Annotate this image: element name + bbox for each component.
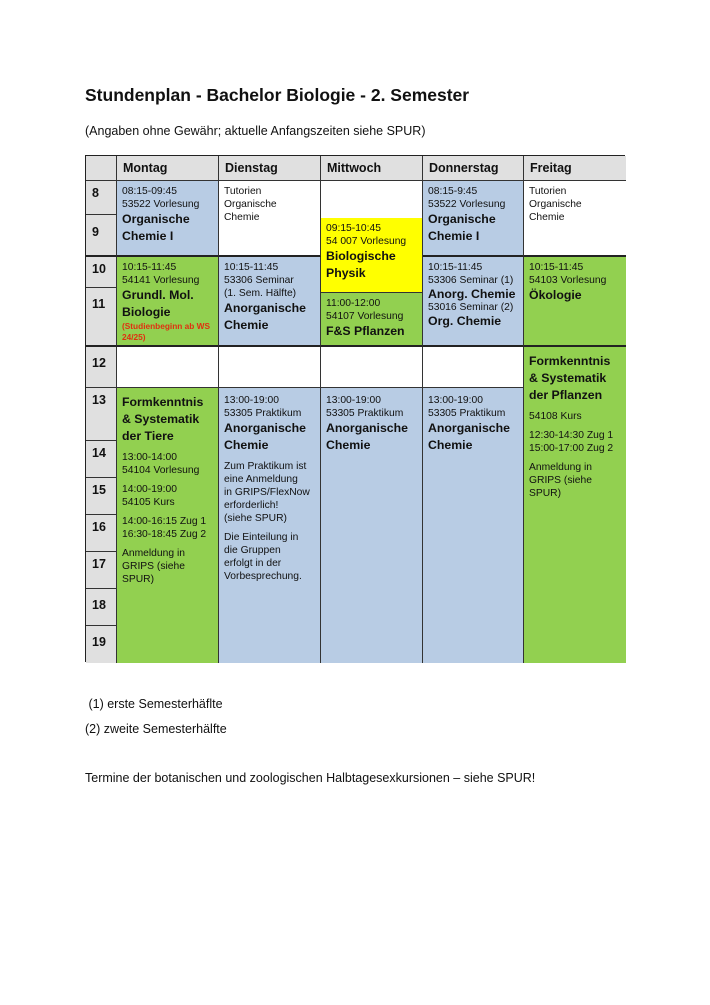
header-montag: Montag <box>117 156 219 181</box>
empty-mittwoch-12 <box>321 347 423 388</box>
block-donnerstag-praktikum[interactable] <box>423 388 524 663</box>
registration-note: GRIPS (siehe <box>122 561 185 572</box>
note: erfolgt in der <box>224 558 282 569</box>
time: 14:00-19:00 <box>122 484 177 495</box>
note: Vorbesprechung. <box>224 571 302 582</box>
block-donnerstag-organische-chemie[interactable] <box>423 181 524 257</box>
course-number: 54141 Vorlesung <box>122 275 200 286</box>
note: eine Anmeldung <box>224 474 298 485</box>
time: 13:00-19:00 <box>428 395 483 406</box>
page-title: Stundenplan - Bachelor Biologie - 2. Semester <box>85 85 470 105</box>
block-montag-organische-chemie[interactable] <box>117 181 219 257</box>
time: 10:15-11:45 <box>122 262 177 273</box>
course-number: 53306 Seminar (1) <box>428 275 514 286</box>
course-number: 53305 Praktikum <box>224 408 302 419</box>
hour-13: 13 <box>86 388 117 441</box>
block-dienstag-tutorien[interactable] <box>219 181 321 257</box>
header-mittwoch: Mittwoch <box>321 156 423 181</box>
course-name: Organische <box>428 212 496 226</box>
course-name: Formkenntnis <box>529 354 611 368</box>
block-donnerstag-seminare[interactable] <box>423 257 524 347</box>
empty-montag-12 <box>117 347 219 388</box>
course-number: 53522 Vorlesung <box>122 199 200 210</box>
note: (siehe SPUR) <box>224 513 287 524</box>
group-time: 16:30-18:45 Zug 2 <box>122 529 207 540</box>
hour-17: 17 <box>86 552 117 589</box>
time: 11:00-12:00 <box>326 298 381 309</box>
time: 08:15-09:45 <box>122 186 177 197</box>
block-montag-grundl-mol-biologie[interactable] <box>117 257 219 347</box>
note: Zum Praktikum ist <box>224 461 307 472</box>
course-number: 53016 Seminar (2) <box>428 302 514 313</box>
empty-donnerstag-12 <box>423 347 524 388</box>
hour-10: 10 <box>86 257 117 288</box>
header-dienstag: Dienstag <box>219 156 321 181</box>
course-number: 53306 Seminar <box>224 275 294 286</box>
course-name: & Systematik <box>122 412 200 426</box>
note: 24/25) <box>122 332 146 342</box>
time: 09:15-10:45 <box>326 223 381 234</box>
hour-15: 15 <box>86 478 117 515</box>
registration-note: SPUR) <box>529 488 562 499</box>
course-name: Anorganische <box>224 301 306 315</box>
hour-9: 9 <box>86 215 117 257</box>
course-number: 54108 Kurs <box>529 411 582 422</box>
course-name: Grundl. Mol. <box>122 288 194 302</box>
course-name: Chemie <box>224 438 269 452</box>
note: die Gruppen <box>224 545 281 556</box>
header-donnerstag: Donnerstag <box>423 156 524 181</box>
tutorial-label: Chemie <box>529 212 565 223</box>
course-number: 54103 Vorlesung <box>529 275 607 286</box>
course-number: 54104 Vorlesung <box>122 465 200 476</box>
block-dienstag-praktikum[interactable] <box>219 388 321 663</box>
course-name: Chemie <box>224 318 269 332</box>
course-name: Organische <box>122 212 190 226</box>
course-name: Anorganische <box>326 421 408 435</box>
tutorial-label: Tutorien <box>529 186 567 197</box>
course-number: 54105 Kurs <box>122 497 175 508</box>
course-name: Physik <box>326 266 366 280</box>
registration-note: Anmeldung in <box>122 548 185 559</box>
block-freitag-formkenntnis-pflanzen[interactable] <box>524 347 626 663</box>
course-name: Biologie <box>122 305 171 319</box>
hour-11: 11 <box>86 288 117 347</box>
course-extra: (1. Sem. Hälfte) <box>224 288 297 299</box>
group-time: 15:00-17:00 Zug 2 <box>529 443 614 454</box>
course-name: Ökologie <box>529 288 582 302</box>
registration-note: Anmeldung in <box>529 462 592 473</box>
group-time: 14:00-16:15 Zug 1 <box>122 516 207 527</box>
tutorial-label: Chemie <box>224 212 260 223</box>
empty-mittwoch-8 <box>321 181 423 218</box>
excursion-note: Termine der botanischen und zoologischen Halbtagesexkursionen – siehe SPUR! <box>85 771 536 785</box>
timetable <box>85 155 625 662</box>
block-freitag-tutorien[interactable] <box>524 181 626 257</box>
course-number: 53305 Praktikum <box>428 408 506 419</box>
course-name: Formkenntnis <box>122 395 204 409</box>
registration-note: GRIPS (siehe <box>529 475 592 486</box>
note: Die Einteilung in <box>224 532 299 543</box>
time: 10:15-11:45 <box>529 262 584 273</box>
course-name: Chemie I <box>428 229 480 243</box>
time: 10:15-11:45 <box>428 262 483 273</box>
time: 13:00-14:00 <box>122 452 177 463</box>
hour-8: 8 <box>86 181 117 215</box>
course-name: Anorganische <box>224 421 306 435</box>
course-number: 53305 Praktikum <box>326 408 404 419</box>
course-number: 53522 Vorlesung <box>428 199 506 210</box>
footnote-1: (1) erste Semesterhäflte <box>85 697 223 711</box>
time: 13:00-19:00 <box>224 395 279 406</box>
hour-18: 18 <box>86 589 117 626</box>
block-freitag-oekologie[interactable] <box>524 257 626 347</box>
course-number: 54107 Vorlesung <box>326 311 404 322</box>
time: 13:00-19:00 <box>326 395 381 406</box>
registration-note: SPUR) <box>122 574 155 585</box>
tutorial-label: Organische <box>224 199 277 210</box>
block-dienstag-anorganische-chemie-seminar[interactable] <box>219 257 321 347</box>
time: 08:15-9:45 <box>428 186 478 197</box>
course-name: der Pflanzen <box>529 388 603 402</box>
course-name: F&S Pflanzen <box>326 324 405 338</box>
course-number: 54 007 Vorlesung <box>326 236 407 247</box>
tutorial-label: Organische <box>529 199 582 210</box>
group-time: 12:30-14:30 Zug 1 <box>529 430 614 441</box>
course-name: Org. Chemie <box>428 314 502 328</box>
block-mittwoch-biologische-physik[interactable] <box>321 218 423 293</box>
disclaimer: (Angaben ohne Gewähr; aktuelle Anfangszeiten siehe SPUR) <box>85 124 426 138</box>
hour-16: 16 <box>86 515 117 552</box>
hour-19: 19 <box>86 626 117 663</box>
course-name: Chemie <box>326 438 371 452</box>
course-name: Chemie <box>428 438 473 452</box>
time: 10:15-11:45 <box>224 262 279 273</box>
footnote-2: (2) zweite Semesterhälfte <box>85 722 227 736</box>
empty-dienstag-12 <box>219 347 321 388</box>
hour-12: 12 <box>86 347 117 388</box>
hour-14: 14 <box>86 441 117 478</box>
block-mittwoch-fs-pflanzen[interactable] <box>321 293 423 347</box>
corner-cell <box>86 156 117 181</box>
note: (Studienbeginn ab WS <box>122 321 211 331</box>
header-freitag: Freitag <box>524 156 626 181</box>
course-name: Anorg. Chemie <box>428 287 516 301</box>
course-name: & Systematik <box>529 371 607 385</box>
note: in GRIPS/FlexNow <box>224 487 310 498</box>
block-mittwoch-praktikum[interactable] <box>321 388 423 663</box>
course-name: Biologische <box>326 249 396 263</box>
course-name: Chemie I <box>122 229 174 243</box>
course-name: Anorganische <box>428 421 510 435</box>
block-montag-formkenntnis-tiere[interactable] <box>117 388 219 663</box>
course-name: der Tiere <box>122 429 174 443</box>
tutorial-label: Tutorien <box>224 186 262 197</box>
note: erforderlich! <box>224 500 279 511</box>
